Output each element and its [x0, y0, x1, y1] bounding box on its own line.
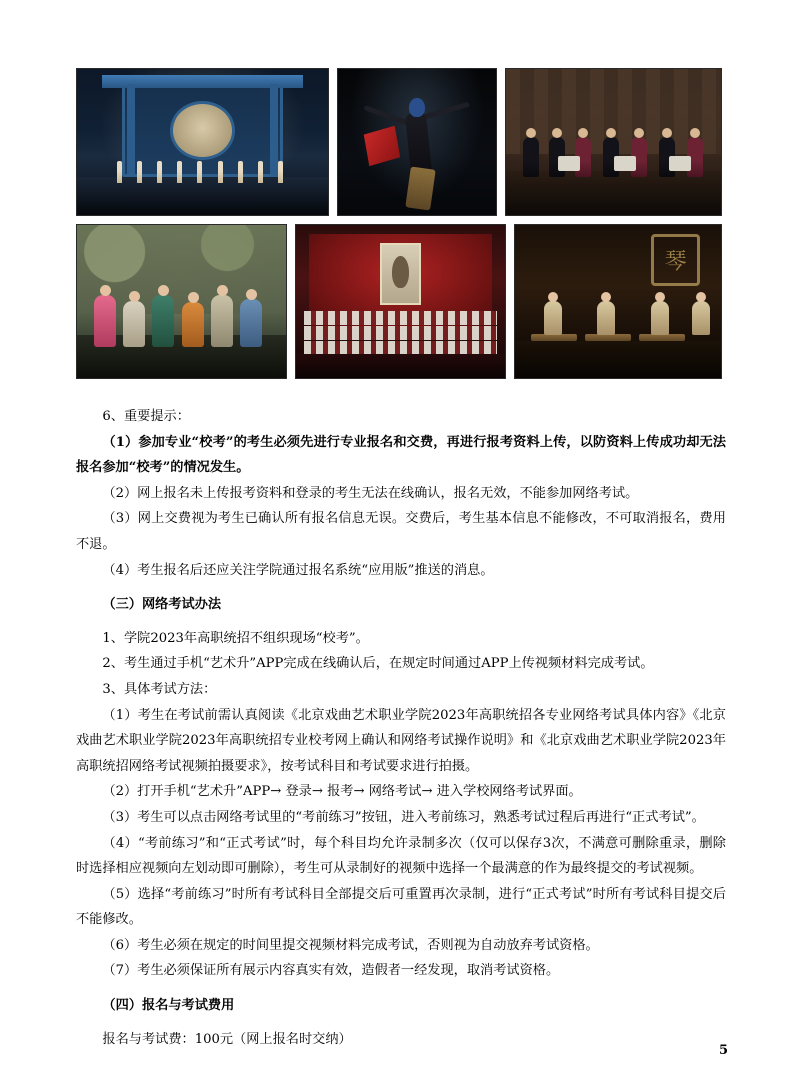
red-flag: [364, 126, 400, 166]
calligraphy-emblem: [651, 234, 700, 286]
dancer: [94, 295, 116, 347]
stage-floor: [77, 177, 328, 215]
musician: [651, 301, 669, 335]
column-right: [270, 84, 278, 175]
paragraph-item6-title: 6、重要提示：: [102, 409, 190, 424]
paragraph-s3-1: 1、学院2023年高职统招不组织现场“校考”。: [102, 630, 369, 646]
paragraph-s3-3-7: （7）考生必须保证所有展示内容真实有效，造假者一经发现，取消考试资格。: [102, 963, 560, 979]
music-stand: [614, 156, 636, 171]
choir-row: [304, 311, 496, 325]
stage-floor: [506, 171, 721, 215]
page-number: 5: [718, 1043, 728, 1058]
paragraph-item6-3: （3）网上交费视为考生已确认所有报名信息无误。交费后，考生基本信息不能修改，不可取消报名，费用不退。: [76, 511, 726, 552]
performer: [278, 161, 283, 183]
dancer: [211, 295, 233, 347]
photo-row-2: [76, 224, 724, 379]
paragraph-s3-3-5: （5）选择“考前练习”时所有考试科目全部提交后可重置再次录制，进行“正式考试”时所有考试科目提交后不能修改。: [76, 886, 726, 928]
stage-floor: [296, 354, 505, 378]
guzheng-instrument: [531, 334, 577, 341]
dancer-torso: [404, 112, 431, 175]
dancer: [152, 295, 174, 347]
guzheng-instrument: [639, 334, 685, 341]
performer: [157, 161, 162, 183]
section-heading-fees: （四）报名与考试费用: [102, 998, 235, 1014]
photo-chinese-orchestra-ensemble: [505, 68, 722, 216]
paragraph-s3-3: 3、具体考试方法：: [102, 681, 217, 697]
paragraph-s3-3-2: （2）打开手机“艺术升”APP→ 登录→ 报考→ 网络考试→ 进入学校网络考试界面。: [102, 784, 582, 800]
paragraph-s3-3-3: （3）考生可以点击网络考试里的“考前练习”按钮，进入考前练习，熟悉考试过程后再进行“正式考试”。: [102, 809, 705, 825]
guzheng-instrument: [585, 334, 631, 341]
photo-solo-dancer-with-red-flag: [337, 68, 497, 216]
document-body: [76, 404, 726, 1052]
arm-left: [364, 105, 410, 126]
music-stand: [669, 156, 691, 171]
photo-grid: [76, 68, 724, 387]
section-heading-network-exam: （三）网络考试办法: [102, 597, 222, 613]
performer: [177, 161, 182, 183]
musician: [692, 301, 710, 335]
paragraph-s3-3-4: （4）“考前练习”和“正式考试”时，每个科目均允许录制多次（仅可以保存3次，不满意可删除重录，删除时选择相应视频向左划动即可删除），考生可从录制好的视频中选择一个最满意的作为最终提交的考试视频。: [76, 835, 726, 877]
photo-guzheng-zither-ensemble: [514, 224, 722, 379]
performer: [258, 161, 263, 183]
photo-stage-performance-pavilion-backdrop: [76, 68, 329, 216]
musician: [523, 137, 539, 177]
dancer: [240, 299, 262, 347]
photo-choir-with-portrait-backdrop: [295, 224, 506, 379]
column-left: [127, 84, 135, 175]
paragraph-s4-1: 报名与考试费：100元（网上报名时交纳）: [102, 1031, 352, 1047]
dancer-leg: [405, 167, 436, 211]
paragraph-item6-1: （1）参加专业“校考”的考生必须先进行专业报名和交费，再进行报考资料上传，以防资料上传成功却无法报名参加“校考”的情况发生。: [76, 434, 726, 476]
performer: [197, 161, 202, 183]
dancer: [123, 301, 145, 347]
paragraph-s3-3-1: （1）考生在考试前需认真阅读《北京戏曲艺术职业学院2023年高职统招各专业网络考试具体内容》《北京戏曲艺术职业学院2023年高职统招专业校考网上确认和网络考试操作说明》和《北京戏曲艺术职业学院2023年高职统招网络考试视频拍摄要求》，按考试科目和考试要求进行拍摄。: [76, 707, 726, 774]
photo-row-1: [76, 68, 724, 216]
musician: [544, 301, 562, 335]
performer: [238, 161, 243, 183]
arm-right: [424, 102, 471, 120]
photo-group-dance-colorful-dresses: [76, 224, 287, 379]
paragraph-item6-4: （4）考生报名后还应关注学院通过报名系统“应用版”推送的消息。: [102, 562, 494, 578]
performer: [117, 161, 122, 183]
portrait-image: [380, 243, 422, 304]
paragraph-item6-2: （2）网上报名未上传报考资料和登录的考生无法在线确认，报名无效，不能参加网络考试。: [102, 485, 639, 501]
dancer-head: [409, 98, 425, 117]
stage-floor: [515, 341, 721, 378]
moon-window-shape: [170, 101, 235, 159]
music-stand: [558, 156, 580, 171]
paragraph-s3-2: 2、考生通过手机“艺术升”APP完成在线确认后，在规定时间通过APP上传视频材料完成考试。: [102, 656, 654, 672]
musician: [597, 301, 615, 335]
choir-row: [304, 326, 496, 340]
paragraph-s3-3-6: （6）考生必须在规定的时间里提交视频材料完成考试，否则视为自动放弃考试资格。: [102, 937, 599, 953]
performer: [218, 161, 223, 183]
dancer: [182, 302, 204, 347]
performer: [137, 161, 142, 183]
